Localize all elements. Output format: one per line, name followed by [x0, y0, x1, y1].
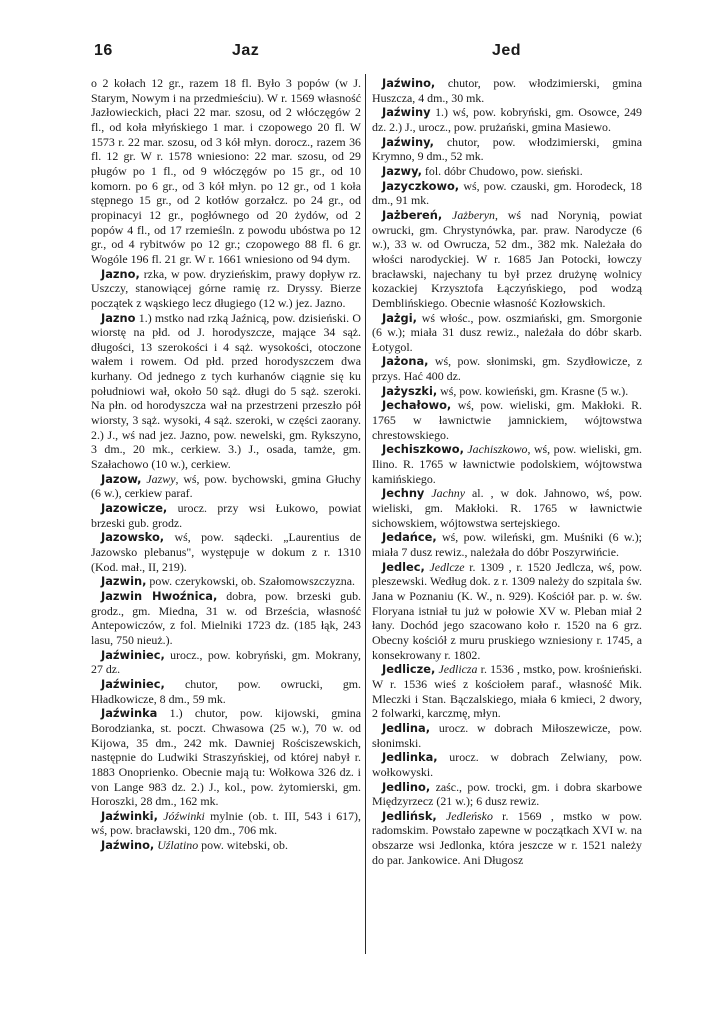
- entry-headword: Jedlino,: [382, 779, 431, 794]
- entry-headword: Jaźwinka: [101, 706, 158, 721]
- entry-headword: Jedlina,: [382, 720, 431, 735]
- column-divider: [365, 74, 366, 954]
- entry-text: wś, pow. wieliski, gm. Makłoki. R. 1765 w ławnictwie jamnickiem, wójtowstwa chrestowskiego.: [372, 398, 642, 442]
- entry-headword: Jechiszkowo,: [382, 442, 464, 457]
- entry-text: r. 1536 , mstko, pow. krośnieński. W r. 1536 wieś z kościołem paraf., własność Mik. Mleczki i Stan. Bączalskiego, miała 6 kmieci, 2 dwory, 2 folwarki, karczmę, młyn.: [372, 662, 642, 721]
- entry-text: pow. czerykowski, ob. Szałomowszczyzna.: [146, 574, 355, 589]
- dictionary-entry: [372, 105, 642, 134]
- dictionary-entry: [91, 501, 361, 530]
- entry-variant: Jedleńsko: [436, 808, 493, 823]
- dictionary-entry: [372, 442, 642, 486]
- dictionary-entry: [372, 135, 642, 164]
- entry-headword: Jazwin Hwoźnica,: [101, 588, 218, 603]
- dictionary-entry: [372, 560, 642, 663]
- dictionary-entry: [372, 311, 642, 355]
- entry-text: al. , w dok. Jahnowo, wś, pow. wieliski, gm. Makłoki. R. 1765 w ławnictwie sichowskiem, wójtowstwa sertejskiego.: [372, 486, 642, 530]
- running-head-right: Jed: [492, 42, 522, 59]
- left-column: [91, 76, 361, 853]
- entry-headword: Jazwy,: [382, 163, 422, 178]
- dictionary-entry: [372, 76, 642, 105]
- dictionary-entry: [372, 530, 642, 559]
- entry-text: urocz., pow. kobryński, gm. Mokrany, 27 dz.: [91, 647, 361, 677]
- entry-variant: Jażberyn: [442, 207, 495, 222]
- dictionary-entry: [91, 838, 361, 853]
- entry-text: chutor, pow. włodzimierski, gmina Huszcza, 4 dm., 30 mk.: [372, 76, 642, 105]
- entry-variant: Jóźwinki: [157, 808, 205, 823]
- entry-headword: Jażyszki,: [382, 383, 438, 398]
- entry-text: pow. witebski, ob.: [198, 838, 288, 853]
- entry-text: wś, pow. wileński, gm. Muśniki (6 w.); miała 7 dusz rewiz., należała do dóbr Poszyrwińcie.: [372, 530, 642, 559]
- dictionary-entry: [91, 530, 361, 574]
- dictionary-entry: [372, 354, 642, 383]
- entry-headword: Jazno: [101, 310, 136, 325]
- entry-text: urocz. przy wsi Łukowo, powiat brzeski gub. grodz.: [91, 501, 361, 530]
- entry-text: rzka, w pow. dryzieńskim, prawy dopływ rz. Uszczy, stanowiącej górne ramię rz. Dryssy. Bierze początek z wąskiego lecz długiego (12 w.) jez. Jazno.: [91, 266, 361, 310]
- entry-headword: Jedlinka,: [382, 750, 438, 765]
- dictionary-entry: [372, 809, 642, 868]
- entry-text: dobra, pow. brzeski gub. grodz., gm. Miedna, 31 w. od Brześcia, własność Antepowiczów, z fol. Mielniki 1723 dz. (185 łąk, 243 lasu, 750 nieuż.).: [91, 588, 361, 647]
- entry-headword: Jedańce,: [382, 530, 437, 545]
- dictionary-entry: [372, 780, 642, 809]
- dictionary-entry: [372, 164, 642, 179]
- entry-text: wś, pow. kowieński, gm. Krasne (5 w.).: [437, 383, 629, 398]
- dictionary-entry: [372, 208, 642, 311]
- entry-variant: Jazwy: [141, 471, 176, 486]
- entry-headword: Jażgi,: [382, 310, 417, 325]
- dictionary-entry: [91, 589, 361, 648]
- entry-headword: Jaźwinki,: [101, 808, 158, 823]
- entry-text: chutor, pow. włodzimierski, gmina Krymno, 9 dm., 52 mk.: [372, 134, 642, 164]
- dictionary-entry: [91, 677, 361, 706]
- entry-text: 1.) wś, pow. kobryński, gm. Osowce, 249 dz. 2.) J., urocz., pow. prużański, gmina Masiewo.: [372, 105, 642, 134]
- entry-variant: Jedlcze: [424, 559, 465, 574]
- entry-headword: Jażbereń,: [382, 207, 443, 222]
- entry-headword: Jazow,: [101, 471, 142, 486]
- dictionary-entry: [372, 179, 642, 208]
- entry-variant: Uźlatino: [154, 838, 199, 853]
- entry-headword: Jażona,: [382, 354, 429, 369]
- dictionary-entry: [91, 267, 361, 311]
- entry-headword: Jazowicze,: [101, 501, 168, 516]
- entry-text: chutor, pow. owrucki, gm. Hładkowicze, 8 dm., 59 mk.: [91, 676, 361, 706]
- entry-headword: Jaźwino,: [382, 76, 436, 90]
- entry-text: , wś, pow. wieliski, gm. Ilino. R. 1765 w ławnictwie podolskiem, wójtowstwa kamińskiego.: [372, 442, 642, 486]
- dictionary-entry: [91, 706, 361, 809]
- entry-text: urocz. w dobrach Zelwiany, pow. wołkowyski.: [372, 750, 642, 779]
- entry-headword: Jazno,: [101, 266, 140, 281]
- entry-headword: Jaźwiniec,: [101, 647, 165, 662]
- dictionary-entry: [91, 809, 361, 838]
- entry-headword: Jaźwiny,: [382, 134, 434, 149]
- entry-headword: Jaźwiniec,: [101, 676, 165, 691]
- entry-headword: Jazwin,: [101, 574, 147, 589]
- entry-text: wś, pow. sądecki. „Laurentius de Jazowsko plebanus", występuje w dokum z r. 1310 (Kod. mał., II, 219).: [91, 530, 361, 574]
- page-number: 16: [94, 42, 113, 59]
- entry-text: 1.) mstko nad rzką Jaźnicą, pow. dzisieński. O wiorstę na płd. od J. horodyszcze, mające 34 sąż. długości, 13 szerokości i 4 sąż. wysokości, otoczone wałem i rowem. Od płd. przed horodyszczem dwa kurhany. Od jednego z tych kurhanów ciągnie się ku południowi wał, około 50 sąż. długi do 5 sąż. szeroki. Na płn. od horodyszcza wał na przestrzeni przeszło pół wiorsty, 3 sąż. wysoki, 4 sąż. szeroki, w części zaorany. 2.) J., wś nad jez. Jazno, pow. newelski, gm. Rykszyno, 3 dm., 20 mk., cerkiew. 3.) J., osada, tamże, gm. Szałachowo (10 w.), cerkiew.: [91, 310, 361, 472]
- dictionary-entry: [91, 311, 361, 472]
- entry-text: urocz. w dobrach Miłoszewicze, pow. słonimski.: [372, 720, 642, 750]
- entry-headword: Jedlec,: [382, 559, 425, 574]
- entry-headword: Jedlicze,: [382, 662, 436, 677]
- right-column: [372, 76, 642, 867]
- dictionary-entry: [372, 750, 642, 779]
- entry-text: mylnie (ob. t. III, 543 i 617), wś, pow. bracławski, 120 dm., 706 mk.: [91, 808, 361, 838]
- entry-text: 1.) chutor, pow. kijowski, gmina Borodzianka, st. poczt. Chwasowa (25 w.), 70 w. od Kijowa, 35 dm., 242 mk. Dawniej Rościszewskich, następnie do Ludwiki Straszyńskiej, od której nabył r. 1883 Onoprienko. Obecnie mają tu: Wołkowa 326 dz. i von Lange 983 dz. 2.) J., kol., pow. żytomierski, gm. Horoszki, 28 dm., 162 mk.: [91, 706, 361, 809]
- entry-text: , wś, pow. bychowski, gmina Głuchy (6 w.), cerkiew paraf.: [91, 471, 361, 501]
- dictionary-entry: [91, 472, 361, 501]
- dictionary-entry: [372, 398, 642, 442]
- entry-headword: Jechny: [382, 486, 425, 501]
- entry-headword: Jaźwiny: [382, 105, 431, 120]
- entry-text: r. 1309 , r. 1520 Jedlcza, wś, pow. pleszewski. Według dok. z r. 1309 należy do szpitala św. Jana w Poznaniu (K. W., n. 929). Kościół par. p. w. św. Floryana istniał tu już w połowie XV w. Pleban miał 2 łany. Dochód jego szacowano koło r. 1520 na 6 grz. Obecny kościół z muru pruskiego wzniesiony r. 1745, a konsekrowany r. 1802.: [372, 559, 642, 662]
- dictionary-entry: [372, 721, 642, 750]
- entry-text: o 2 kołach 12 gr., razem 18 fl. Było 3 popów (w J. Starym, Nowym i na przedmieściu). W r. 1569 własność Jazłowieckich, płaci 22 mar. szosu, od 2 włóczęgów 2 fl., od koła młyńskiego 1 mar. i czopowego 20 fl. W 1573 r. 22 mar. szosu, od 3 kół młyn. dorocz., razem 36 fl. 12 gr. W r. 1578 wniesiono: 22 mar. szosu, od 29 pługów po 1 fl., od 9 włóczęgów po 15 gr., od 10 komorn. po 6 gr., od 3 kół młyn. po 12 gr., od 1 koła stępnego 15 gr., od 2 kotłów gorzałcz. po 24 gr., od propinacyi 12 gr., pogłównego od 20 żydów, od 2 popów 4 fl., od 17 rzemieśln. z powodu ubóstwa po 12 gr., od 4 rybitwów po 12 gr.; czopowego 88 fl. 6 gr. Wogóle 196 fl. 21 gr. W r. 1661 wniesiono od 94 dym.: [91, 76, 361, 266]
- entry-text: r. 1569 , mstko w pow. radomskim. Powstało zapewne w początkach XVI w. na obszarze wsi Jedlonka, która jeszcze w r. 1521 należy do par. Jankowice. Ani Długosz: [372, 808, 642, 867]
- entry-text: fol. dóbr Chudowo, pow. sieński.: [421, 163, 583, 178]
- entry-text: zaśc., pow. trocki, gm. i dobra skarbowe Międzyrzecz (21 w.); 6 dusz rewiz.: [372, 779, 642, 809]
- dictionary-entry: [91, 76, 361, 267]
- dictionary-entry: [91, 648, 361, 677]
- entry-variant: Jedlicza: [435, 662, 478, 677]
- entry-headword: Jazowsko,: [101, 530, 165, 545]
- entry-headword: Jechałowo,: [382, 398, 452, 413]
- entry-headword: Jaźwino,: [101, 838, 155, 853]
- entry-text: wś włośc., pow. oszmiański, gm. Smorgonie (6 w.); miała 31 dusz rewiz., należała do dóbr skarb. Łotygol.: [372, 310, 642, 354]
- dictionary-entry: [372, 662, 642, 721]
- entry-text: , wś nad Norynią, powiat owrucki, gm. Chrystynówka, par. praw. Narodycze (6 w.), 33 w. od Owrucza, 52 dm., 382 mk. Należała do włości narodyckiej. W r. 1685 Jan Potocki, łowczy bracławski, najechany tu był przez drużynę wolnicy kozackiej Krzysztofa Łączyńskiego, pod wodzą Demblińskiego. Obecnie własność Kozłowskich.: [372, 207, 642, 310]
- entry-headword: Jazyczkowo,: [382, 178, 460, 193]
- dictionary-entry: [91, 574, 361, 589]
- running-head-left: Jaz: [232, 42, 260, 59]
- dictionary-entry: [372, 486, 642, 530]
- entry-variant: Jachiszkowo: [463, 442, 528, 457]
- entry-headword: Jedlińsk,: [382, 808, 437, 823]
- entry-text: wś, pow. czauski, gm. Horodeck, 18 dm., 91 mk.: [372, 178, 642, 208]
- entry-text: wś, pow. słonimski, gm. Szydłowicze, z przys. Hać 400 dz.: [372, 354, 642, 384]
- dictionary-entry: [372, 384, 642, 399]
- entry-variant: Jachny: [424, 486, 466, 501]
